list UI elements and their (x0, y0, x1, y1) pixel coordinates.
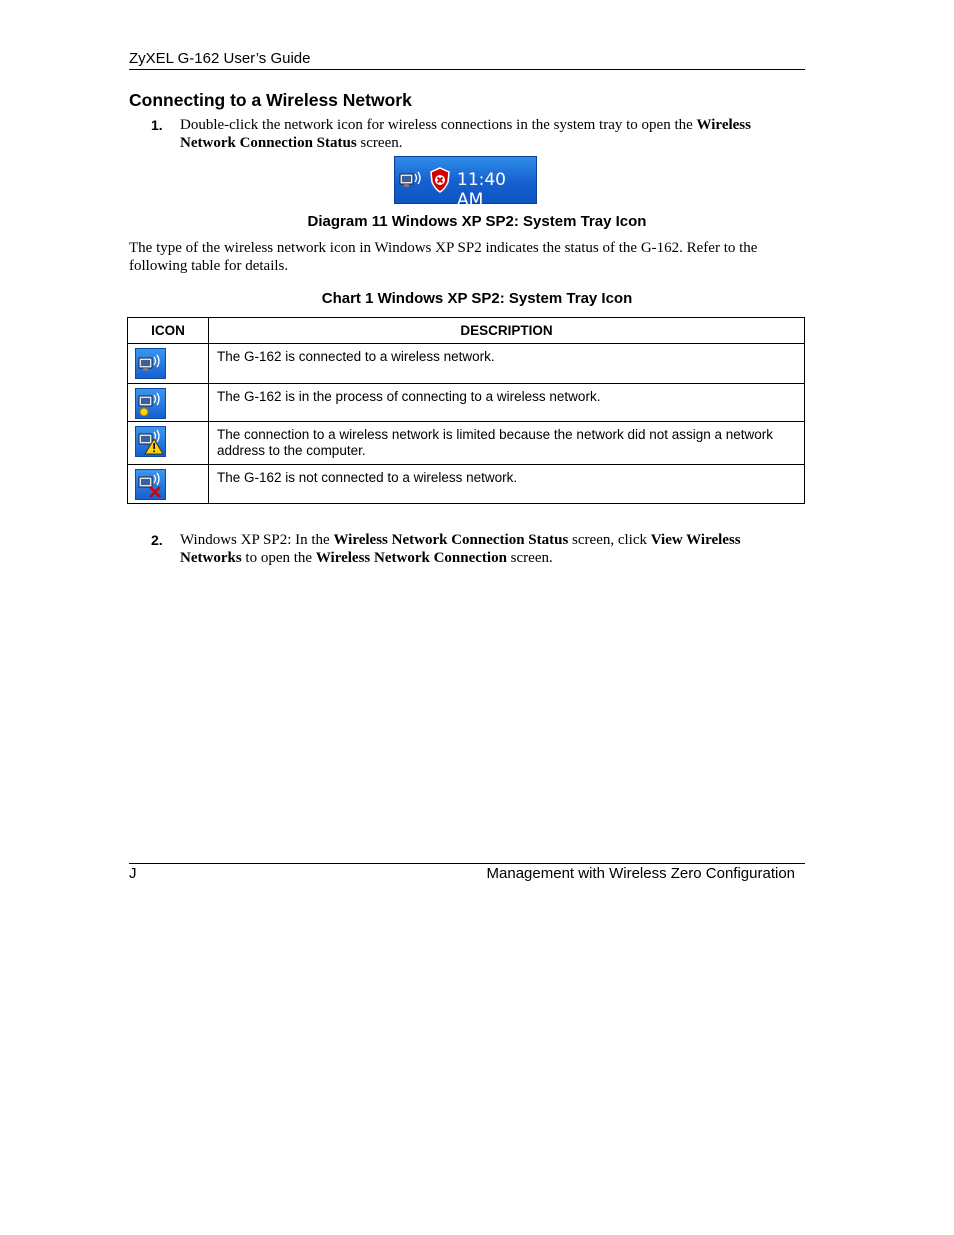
table-cell: The connection to a wireless network is limited because the network did not assign a network address to the computer. (209, 422, 805, 465)
table-cell: The G-162 is not connected to a wireless network. (209, 465, 805, 504)
system-tray-image (394, 156, 537, 210)
wireless-limited-icon (135, 426, 166, 457)
tray-clock: 11:40 AM (457, 170, 506, 210)
header-title: ZyXEL G-162 User’s Guide (129, 50, 311, 67)
table-header-row (128, 318, 805, 344)
step-1-number: 1. (151, 117, 163, 133)
icon-column-header: ICON (128, 318, 209, 344)
footer-page-label: J (129, 865, 137, 882)
wireless-connecting-icon (135, 388, 166, 419)
step-2-number: 2. (151, 532, 163, 548)
security-shield-icon (429, 167, 451, 193)
section-title: Connecting to a Wireless Network (129, 90, 412, 110)
table-row (128, 422, 805, 465)
diagram-caption: Diagram 11 Windows XP SP2: System Tray Icon (307, 213, 647, 230)
table-row (128, 465, 805, 504)
header-rule (129, 69, 805, 70)
table-cell: The G-162 is connected to a wireless network. (209, 344, 805, 384)
table-row (128, 344, 805, 384)
table-row (128, 384, 805, 422)
table-cell: The G-162 is in the process of connecting to a wireless network. (209, 384, 805, 422)
description-column-header: DESCRIPTION (209, 318, 805, 344)
wireless-disconnected-icon (135, 469, 166, 500)
wireless-connected-icon (135, 348, 166, 379)
body-paragraph: The type of the wireless network icon in Windows XP SP2 indicates the status of the G-162. Refer to the following table for details. (129, 240, 758, 274)
step-1-text: Double-click the network icon for wireless connections in the system tray to open the Wireless Network Connection Status screen. (180, 117, 751, 151)
chart-caption: Chart 1 Windows XP SP2: System Tray Icon (321, 290, 633, 307)
step-2-text: Windows XP SP2: In the Wireless Network Connection Status screen, click View Wireless Networks to open the Wireless Network Connection screen. (180, 532, 741, 566)
footer-rule (129, 863, 805, 864)
wireless-network-icon (399, 169, 423, 191)
status-icon-table (127, 317, 805, 504)
footer-chapter-title: Management with Wireless Zero Configuration (486, 865, 795, 882)
